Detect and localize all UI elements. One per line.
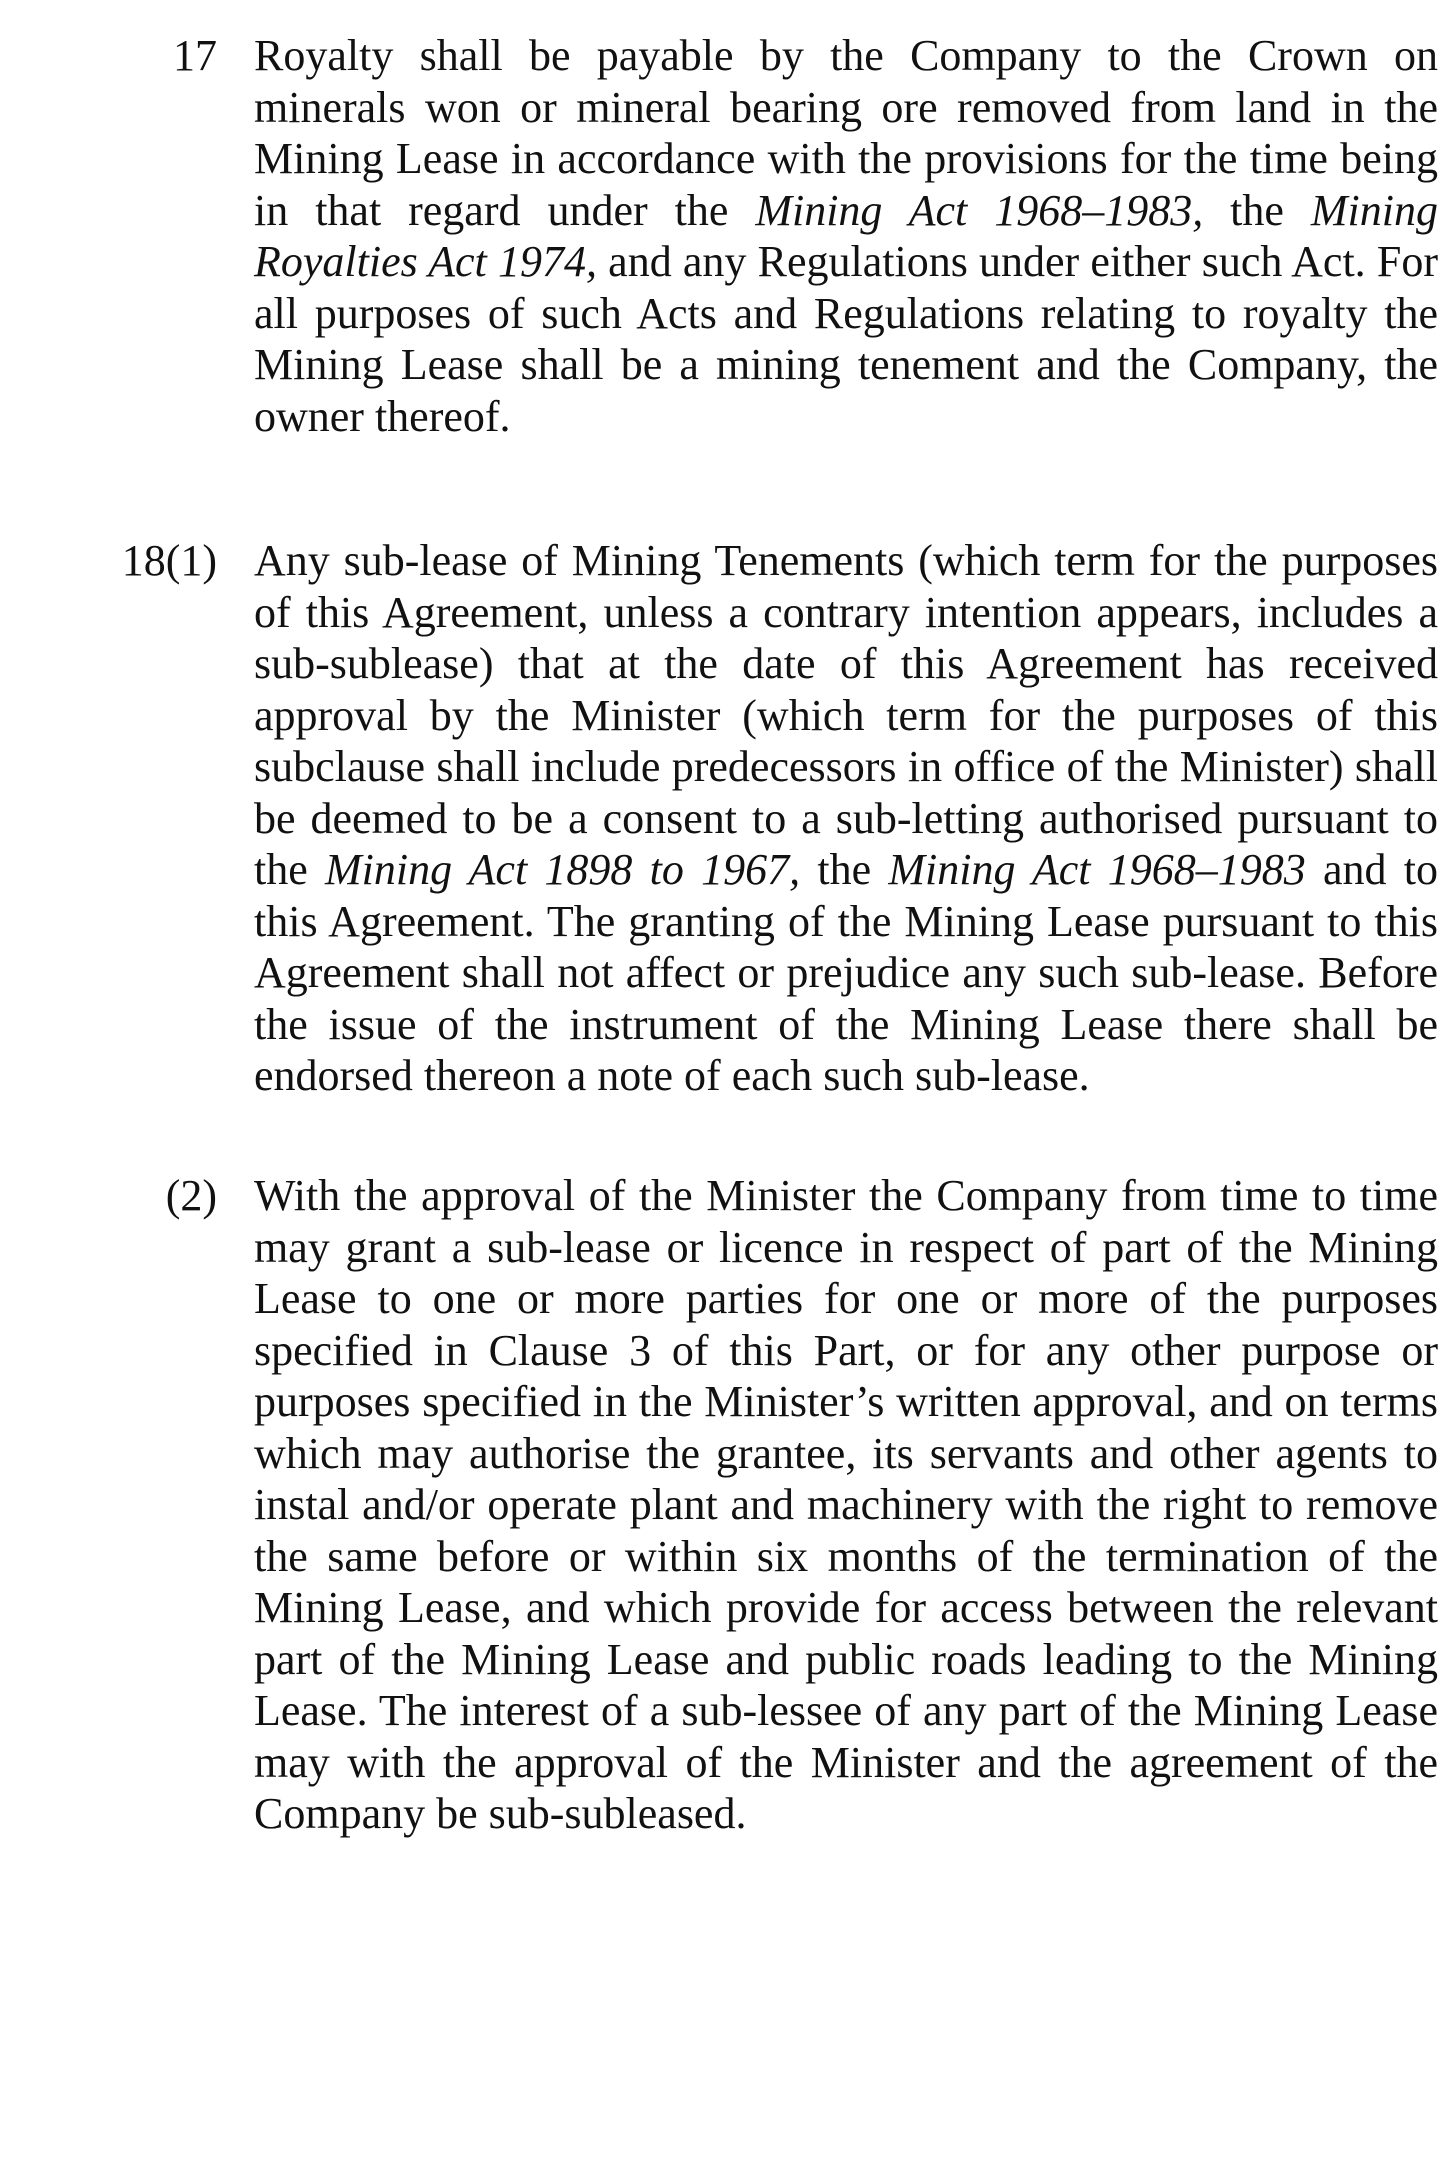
clause-text: [254, 30, 1438, 442]
clause-number: 17: [173, 31, 217, 80]
clause-text-segment: Any sub-lease of Mining Tenements (which term for the purposes of this Agreement, unless a contrary intention appears, includes a sub-sublease) that at the date of this Agreement has received approval by the Minister (which term for the purposes of this subclause shall include predecessors in office of the Minister) shall be deemed to be a consent to a sub-letting authorised pursuant to the: [254, 536, 1438, 894]
clause-text-segment: the: [1203, 185, 1311, 235]
clause-text-segment: With the approval of the Minister the Company from time to time may grant a sub-lease or licence in respect of part of the Mining Lease to one or more parties for one or more of the purposes specified in Clause 3 of this Part, or for any other purpose or purposes specified in the Minister’s written approval, and on terms which may authorise the grantee, its servants and other agents to instal and/or operate plant and machinery with the right to remove the same before or within six months of the termination of the Mining Lease, and which provide for access between the relevant part of the Mining Lease and public roads leading to the Mining Lease. The interest of a sub-lessee of any part of the Mining Lease may with the approval of the Minister and the agreement of the Company be sub-subleased.: [254, 1171, 1438, 1838]
act-reference-italic: Mining Act 1968–1983,: [755, 185, 1204, 235]
clause-number: 18(1): [121, 536, 217, 585]
clause-text-segment: the: [800, 845, 889, 894]
act-reference-italic: Mining Act 1898 to 1967,: [325, 845, 801, 894]
clause-text-segment: Royalty shall be payable by the Company to the Crown on minerals won or mineral bearing ore removed from land in the Mining Lease in accordance with the provisions for the time being in that regard under the: [254, 31, 1438, 235]
clause-text: [254, 535, 1438, 1102]
act-reference-italic: Mining Act 1968–1983: [888, 845, 1306, 894]
act-reference-italic: Mining Royalties Act 1974,: [254, 185, 1438, 286]
clause-text: [254, 1170, 1438, 1840]
clause-text-segment: and to this Agreement. The granting of the Mining Lease pursuant to this Agreement shall not affect or prejudice any such sub-lease. Before the issue of the instrument of the Mining Lease there shall be endorsed thereon a note of each such sub-lease.: [254, 845, 1438, 1100]
clause-number: (2): [165, 1171, 217, 1220]
clause-text-segment: and any Regulations under either such Act. For all purposes of such Acts and Regulations relating to royalty the Mining Lease shall be a mining tenement and the Company, the owner thereof.: [254, 237, 1438, 441]
